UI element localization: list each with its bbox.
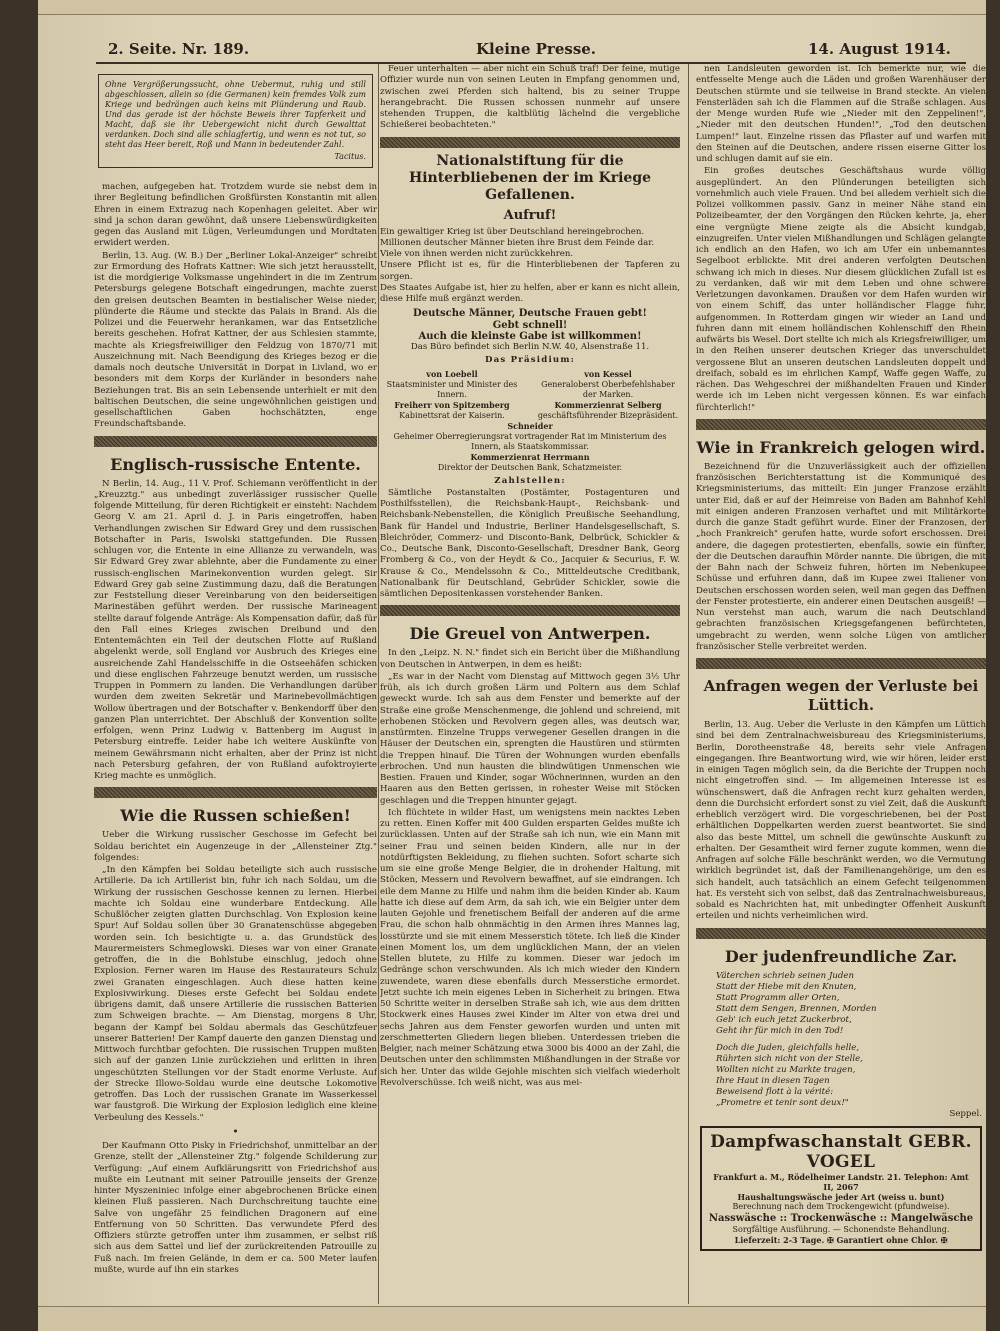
poem-line: Statt dem Sengen, Brennen, Morden <box>716 1003 877 1014</box>
officers-row <box>380 369 680 400</box>
paragraph: Der Kaufmann Otto Pisky in Friedrichshof, unmittelbar an der Grenze, stellt der „Allensteiner Ztg." folgende Schilderung zur Verfügung: „Auf einem Aufklärungsritt von Friedrichshof aus mußte ein Leutnant mit seiner Patrouille jenseits der Grenze hinter Myszeniniec infolge einer abgebrochenen Brücke einen kleinen Fluß passieren. Nach Durchschreitung tauchte eine Salve von ungefähr 25 feindlichen Dragonern auf eine Entfernung von 50 Schritten. Das verwundete Pferd des Offiziers stürzte getroffen unter ihm zusammen, er selbst riß sich aus dem Sattel und lief der zurückreitenden Patrouille zu Fuß nach. Im freien Gelände, in dem er ca. 500 Meter laufen mußte, wurde auf ihn ein starkes <box>94 1141 377 1275</box>
officer-title: Geheimer Oberregierungsrat vortragender Rat im Ministerium des Innern, als Staatskommissar. <box>393 431 667 451</box>
poem <box>696 971 986 1109</box>
officer-title: Generaloberst Oberbefehlshaber der Marken. <box>541 379 675 399</box>
star-separator: • <box>232 1126 239 1137</box>
section-divider <box>380 137 680 148</box>
officer-title: Staatsminister und Minister des Innern. <box>386 379 518 399</box>
poem-line: Beweisend flott à la vérité: <box>716 1086 834 1097</box>
poem-line: Statt der Hiebe mit den Knuten, <box>716 981 857 992</box>
paragraph: In den „Leipz. N. N." findet sich ein Bericht über die Mißhandlung von Deutschen in Antwerpen, in dem es heißt: <box>380 648 680 670</box>
newspaper-page <box>38 0 986 1331</box>
poem-line: Wollten nicht zu Markte tragen, <box>716 1064 856 1075</box>
advertisement-box <box>700 1126 982 1251</box>
officer-block <box>380 421 680 473</box>
column-2 <box>380 64 680 1300</box>
appeal-slogan: Auch die kleinste Gabe ist willkommen! <box>418 330 642 342</box>
ad-line: Frankfurt a. M., Rödelheimer Landstr. 21. Telephon: Amt II, 2067 <box>713 1171 969 1192</box>
ad-services: Nasswäsche :: Trockenwäsche :: Mangelwäsche <box>708 1212 974 1224</box>
headline-entente: Englisch-russische Entente. <box>110 454 361 474</box>
national-foundation-appeal <box>380 153 680 601</box>
poem-line: Väterchen schrieb seinen Juden <box>716 970 855 981</box>
scan-bottom-strip <box>38 1306 986 1331</box>
poem-line: Statt Programm aller Orten, <box>716 992 840 1003</box>
paragraph: Berlin, 13. Aug. (W. B.) Der „Berliner Lokal-Anzeiger" schreibt zur Ermordung des Hofrats Kattner: Wie sich jetzt herausstellt, ist die mordgierige Volksmasse ungehindert in die im Zentrum Petersburgs gelegene Botschaft eingedrungen, machte zuerst den greisen deutschen Beamten in bestialischer Weise nieder, plünderte die Räume und steckte das Palais in Brand. Als die Polizei und die Feuerwehr herankamen, war das Entsetzliche bereits geschehen. Hofrat Kattner, der aus Schlesien stammte, machte als Kriegsfreiwilliger den Feldzug von 1870/71 mit Auszeichnung mit. Nach Beendigung des Krieges bezog er die damals noch deutsche Universität in Dorpat in Livland, wo er besonders mit dem Korps der Kurländer in besonders nahe Beziehungen trat. Bis an sein Lebensende unterhielt er mit den baltischen Deutschen, die seine ungewöhnlichen geistigen und gesellschaftlichen Gaben hochschätzten, enge Freundschaftsbande. <box>94 250 377 430</box>
section-divider <box>696 928 986 939</box>
section-divider <box>94 436 377 447</box>
poem-author: Seppel. <box>949 1108 982 1119</box>
ad-line: Berechnung nach dem Trockengewicht (pfundweise). <box>732 1201 950 1211</box>
appeal-slogan: Gebt schnell! <box>492 319 568 331</box>
paragraph: „In den Kämpfen bei Soldau beteiligte sich auch russische Artillerie. Da ich Artillerist bin, fuhr ich nach Soldau, um die Wirkung der russischen Geschosse kennen zu lernen. Hierbei machte ich Soldau eine wunderbare Entdeckung. Alle Schußlöcher zeigten glatten Durchschlag. Von Explosion keine Spur! Auf Soldau sollen über 30 Granatenschüsse abgegeben worden sein. Ich besichtigte u. a. das Grundstück des Maurermeisters Schmeglowski. Dieses war von einer Granate getroffen, die in die Bohlstube einschlug, jedoch ohne Explosion. Ferner waren im Hause des Restaurateurs Schulz zwei Granaten eingeschlagen. Auch diese hatten keine Explosivwirkung. Dieses erste Gefecht bei Soldau endete übrigens damit, daß unsere Artillerie die russischen Batterien zum Schweigen brachte. — Am Dienstag, morgens 8 Uhr, begann der Kampf bei Soldau abermals das Geschützfeuer unserer Batterien! Der Kampf dauerte den ganzen Dienstag und Mittwoch furchtbar gefochten. Die russischen Truppen mußten sich auf der ganzen Linie zurückziehen und erlitten in ihren ungeschützten Stellungen vor der Stadt enorme Verluste. Auf der Strecke Illowo-Soldau wurde eine deutsche Lokomotive getroffen. Das Loch der russischen Granate im Wasserkessel war faustgroß. Die Wirkung der Explosion lediglich eine kleine Verbeulung des Kessels." <box>94 865 377 1123</box>
section-divider <box>94 787 377 798</box>
officer-name: Kommerzienrat Selberg <box>554 399 662 410</box>
column-3 <box>696 64 986 1300</box>
headline-luettich: Anfragen wegen der Verluste bei Lüttich. <box>703 677 979 714</box>
headline-frankreich: Wie in Frankreich gelogen wird. <box>696 437 986 457</box>
column-divider <box>378 64 379 1304</box>
aufruf-heading: Aufruf! <box>503 207 557 223</box>
ad-line: Lieferzeit: 2-3 Tage. ✠ Garantiert ohne Chlor. ✠ <box>734 1234 948 1245</box>
ad-line: Sorgfältige Ausführung. — Schonendste Behandlung. <box>732 1224 950 1234</box>
quote-text: Ohne Vergrößerungssucht, ohne Uebermut, ruhig und still abgeschlossen, allein so (die Germanen) kein fremdes Volk zum Kriege und bedrängen auch keins mit Plünderung und Raub. Und das gerade ist der höchste Beweis ihrer Tapferkeit und Macht, daß sie ihr Uebergewicht nicht durch Gewalttat verdanken. Doch sind alle schlagfertig, und wenn es not tut, so steht das Heer bereit, Roß und Mann in bedeutender Zahl. <box>105 80 366 149</box>
officer-name: Kommerzienrat Herrmann <box>470 451 590 462</box>
appeal-line: Millionen deutscher Männer bieten ihre Brust dem Feinde dar. <box>380 237 655 248</box>
date-header: 14. August 1914. <box>808 40 951 58</box>
section-divider <box>696 658 986 669</box>
headline-russen: Wie die Russen schießen! <box>120 806 351 826</box>
praesidium-heading: Das Präsidium: <box>484 355 576 366</box>
paragraph: „Es war in der Nacht vom Dienstag auf Mittwoch gegen 3½ Uhr früh, als ich durch großen Lärm und Poltern aus dem Schlaf geweckt wurde. Ich sah aus dem Fenster und bemerkte auf der Straße eine große Menschenmenge, die johlend und schreiend, mit erhobenen Stöcken und Revolvern gegen alles, was deutsch war, anstürmten. Einzelne Trupps verwegener Gesellen drangen in die Häuser der Deutschen ein, sprengten die Haustüren und stürmten die Treppen hinauf. Die Türen der Wohnungen wurden ebenfalls erbrochen. Und nun hausten die blindwütigen Unmenschen wie Bestien. Frauen und Kinder, sogar Wöchnerinnen, wurden an den Haaren aus den Betten gerissen, in rohester Weise mit Stöcken geschlagen und die Treppen hinunter gejagt. <box>380 671 680 806</box>
poem-line: Rührten sich nicht von der Stelle, <box>716 1053 863 1064</box>
officers-row <box>380 400 680 421</box>
officer-name: von Loebell <box>426 368 478 379</box>
poem-line: Geht ihr für mich in den Tod! <box>716 1025 844 1036</box>
paragraph: nen Landsleuten geworden ist. Ich bemerkte nur, wie die entfesselte Menge auch die Läden und großen Warenhäuser der Deutschen stürmte und sie teilweise in Brand steckte. An vielen Fensterläden sah ich die Flammen auf die Straße schlagen. Aus der Menge wurden Rufe wie „Nieder mit den Zeppelinen!", „Nieder mit den deutschen Hunden!", „Tod den deutschen Lumpen!" laut. Einzelne rissen das Pflaster auf und warfen mit den Steinen auf die Deutschen, andere rissen eiserne Gitter los und schlugen damit auf sie ein. <box>696 64 986 164</box>
poem-line: Geb' ich euch jetzt Zuckerbrot, <box>716 1014 852 1025</box>
column-1 <box>94 64 377 1300</box>
zahlstellen-heading: Zahlstellen: <box>494 475 566 486</box>
section-divider <box>696 419 986 430</box>
appeal-slogan: Deutsche Männer, Deutsche Frauen gebt! <box>413 308 647 320</box>
poem-line: „Prometre et tenir sont deux!" <box>716 1097 849 1108</box>
headline-antwerpen: Die Greuel von Antwerpen. <box>409 624 651 644</box>
column-divider <box>688 64 689 1304</box>
ad-line: Haushaltungswäsche jeder Art (weiss u. bunt) <box>737 1191 945 1202</box>
scan-top-strip <box>38 0 986 15</box>
ad-firm-name: Dampfwaschanstalt GEBR. VOGEL <box>710 1131 972 1172</box>
foundation-title: Nationalstiftung für die Hinterbliebenen der im Kriege Gefallenen. <box>408 152 652 203</box>
officer-name: von Kessel <box>584 368 632 379</box>
appeal-line: Ein gewaltiger Krieg ist über Deutschland hereingebrochen. <box>380 226 645 237</box>
tacitus-quote-box <box>98 74 373 168</box>
section-divider <box>380 605 680 616</box>
appeal-line: Viele von ihnen werden nicht zurückkehren. <box>380 249 574 259</box>
paragraph: Ein großes deutsches Geschäftshaus wurde völlig ausgeplündert. An den Plünderungen beteiligten sich vornehmlich auch viele Frauen. Und bei alledem verhielt sich die Polizei vollkommen passiv. Ganz in meiner Nähe stand ein Polizeibeamter, der den Vorgängen den Rücken kehrte, ja, eher eine vergnügte Miene zeigte als die Absicht kundgab, einzugreifen. Unter vielen Mißhandlungen und Schlägen gelangte ich endlich an den Hafen, wo ich am Ufer ein unbemanntes Segelboot erblickte. Mit drei anderen verfolgten Deutschen schwang ich mich in dieses. Nur diesem glücklichen Zufall ist es zu verdanken, daß wir mit dem Leben und ohne schwere Verletzungen davonkamen. Draußen vor dem Hafen wurden wir von einem Schiff, das unter holländischer Flagge fuhr, aufgenommen. In Rotterdam gingen wir wieder an Land und fuhren dann mit einem holländischen Kohlenschiff den Rhein aufwärts bis Wesel. Dort stellte ich mich als Kriegsfreiwilliger, um in den Reihen unserer deutschen Krieger das unverschuldet vergossene Blut an unseren deutschen Landsleuten doppelt und dreifach, sobald es im ehrlichen Kampf, Waffe gegen Waffe, zu rächen. Das Wehgeschrei der mißhandelten Frauen und Kinder werde ich im Leben nicht vergessen können. Es war einfach fürchterlich!" <box>696 166 986 413</box>
paragraph: machen, aufgegeben hat. Trotzdem wurde sie nebst dem in ihrer Begleitung befindlichen Großfürsten Konstantin mit allen Ehren in einem Extrazug nach Kopenhagen geleitet. Aber wir sind ja schon daran gewöhnt, daß unsere Liebenswürdigkeiten gegen das Ausland mit Lügen, Verleumdungen und Mordtaten erwidert werden. <box>94 182 377 249</box>
officer-title: Direktor der Deutschen Bank, Schatzmeister. <box>437 462 623 472</box>
officer-title: geschäftsführender Bizepräsident. <box>537 410 679 420</box>
poem-line: Doch die Juden, gleichfalls helle, <box>716 1042 860 1053</box>
paragraph: Berlin, 13. Aug. Ueber die Verluste in den Kämpfen um Lüttich sind bei dem Zentralnachweisbureau des Kriegsministeriums, Berlin, Dorotheenstraße 48, bereits sehr viele Anfragen eingegangen. Ihre Beantwortung wird, wie wir hören, leider erst in einigen Tagen möglich sein, da die Berichte der Truppen noch nicht eingetroffen sind. — Im allgemeinen Interesse ist es wünschenswert, daß die Anfragen recht kurz gehalten werden, denn die Durchsicht erfordert sonst zu viel Zeit, daß die Auskunft erheblich verzögert wird. Die vorgeschriebenen, bei der Post erhältlichen Doppelkarten werden zuerst beantwortet. Sie sind also das beste Mittel, um schnell die gewünschte Auskunft zu erhalten. Der Gesamtheit wird ferner zugute kommen, wenn die Anfragen auf solche Fälle beschränkt werden, wo die Vermutung wirklich begründet ist, daß der Familienangehörige, um den es sich handelt, auch tatsächlich an einem Gefecht teilgenommen hat. Es versteht sich von selbst, daß das Zentralnachweisbureaus, sobald es Nachrichten hat, mit unbedingter Offenheit Auskunft erteilen und nichts verheimlichen wird. <box>696 720 986 922</box>
officer-title: Kabinettsrat der Kaiserin. <box>399 410 505 420</box>
quote-source: Tacitus. <box>334 152 366 161</box>
paragraph: N Berlin, 14. Aug., 11 V. Prof. Schiemann veröffentlicht in der „Kreuzztg." aus unbedingt zuverlässiger russischer Quelle folgende Mitteilung, für deren Richtigkeit er einsteht: Nachdem Georg V. am 21. April d. J. in Paris eingetroffen, haben Verhandlungen zwischen Sir Edward Grey und dem russischen Botschafter in Paris, Iswolski stattgefunden. Die Russen schlugen vor, die Entente in eine Allianze zu verwandeln, was Sir Edward Grey zwar ablehnte, aber die Fundamente zu einer russisch-englischen Marinekonvention wurden gelegt. Sir Edward Grey gab seine Zustimmung dazu, daß die Beratungen zur Feststellung dieser Vereinbarung von den beiderseitigen Marinestäben geführt werden. Der russische Marineagent stellte darauf folgende Anträge: Als Kompensation dafür, daß für den Fall eines Krieges zwischen Dreibund und den Ententemächten ein Teil der deutschen Flotte auf Rußland abgelenkt werde, soll England vor Ausbruch des Krieges eine ausreichende Zahl Handelsschiffe in die Ostseehäfen schicken und diese englischen Fahrzeuge benutzt werden, um russische Truppen in Pommern zu landen. Die Verhandlungen darüber wurden dem zweiten Sekretär und Marinebevollmächtigen Wollow übertragen und der Botschafter v. Benkendorff über den ganzen Plan unterrichtet. Der Abschluß der Konvention sollte erfolgen, wenn Prinz Ludwig v. Battenberg im August in Petersburg eintreffe. Leider habe ich weitere Auskünfte von meinem Gewährsmann nicht erhalten, aber der Prinz ist nicht nach Petersburg gefahren, der von Rußland aufoktroyierte Krieg machte es unmöglich. <box>94 478 377 781</box>
office-address: Das Büro befindet sich Berlin N.W. 40, Alsenstraße 11. <box>410 342 650 352</box>
headline-zar: Der judenfreundliche Zar. <box>724 946 958 966</box>
appeal-line: Unsere Pflicht ist es, für die Hinterbliebenen der Tapferen zu sorgen. <box>380 260 680 282</box>
appeal-line: Des Staates Aufgabe ist, hier zu helfen, aber er kann es nicht allein, diese Hilfe muß ergänzt werden. <box>380 282 680 304</box>
poem-line: Ihre Haut in diesen Tagen <box>716 1075 830 1086</box>
officer-name: Schneider <box>507 420 553 431</box>
paragraph: Sämtliche Postanstalten (Postämter, Postagenturen und Posthilfsstellen), die Reichsbank-Haupt-, Reichsbank- und Reichsbank-Nebenstellen, die Königlich Preußische Seehandlung, Bank für Handel und Industrie, Berliner Handelsgesellschaft, S. Bleichröder, Commerz- und Disconto-Bank, Delbrück, Schickler & Co., Deutsche Bank, Disconto-Gesellschaft, Dresdner Bank, Georg Fromberg & Co., von der Heydt & Co., Jacquier & Securius, F. W. Krause & Co., Mendelssohn & Co., Mitteldeutsche Creditbank, Nationalbank für Deutschland, Gebrüder Schickler, sowie die sämtlichen Depositenkassen vorstehender Banken. <box>380 487 680 599</box>
paragraph: Feuer unterhalten — aber nicht ein Schuß traf! Der feine, mutige Offizier wurde nun von seinen Leuten in Empfang genommen und, zwischen zwei Pferden sich haltend, bis zu seiner Truppe herangebracht. Die Russen schossen nunmehr auf unsere stehenden Truppen, die kaltblütig lächelnd die vergebliche Schießerei beobachteten." <box>380 64 680 131</box>
paragraph: Ueber die Wirkung russischer Geschosse im Gefecht bei Soldau berichtet ein Augenzeuge in der „Allensteiner Ztg." folgendes: <box>94 830 377 863</box>
page-number-header: 2. Seite. Nr. 189. <box>108 40 250 58</box>
masthead-title: Kleine Presse. <box>476 40 597 58</box>
paragraph: Bezeichnend für die Unzuverlässigkeit auch der offiziellen französischen Berichterstattung ist die Kommuniqué des Kriegsministeriums, das mitteilt: Ein junger Franzose erzählt unter Eid, daß er auf der Heimreise von Baden am Bahnhof Kehl mit einigen anderen Franzosen verhaftet und mit Militärkorte durch die ganze Stadt geführt wurde. Einer der Franzosen, der „hoch Frankreich" gerufen hatte, wurde sofort erschossen. Drei andere, die dagegen protestierten, ebenfalls, sowie ein fünfter, der die Deutschen daraufhin Mörder nannte. Die übrigen, die mit der Bahn nach der Schweiz fuhren, hörten im Nebenkupee Schüsse und erfuhren dann, daß im Kupee zwei Italiener von Deutschen erschossen worden seien, weil man gegen das Deffnen der Fenster protestierte, ein anderer einen Deutschen ausgeiß! — Nun verstehst man auch, warum die nach Deutschland gebrachten französischen Kriegsgefangenen befürchteten, umgebracht zu werden, wenn solche Lügen von amtlicher französischer Stelle verbreitet werden. <box>696 461 986 652</box>
paragraph: Ich flüchtete in wilder Hast, um wenigstens mein nacktes Leben zu retten. Einen Koffer mit 400 Gulden ersparten Geldes mußte ich zurücklassen. Unten auf der Straße sah ich nun, wie ein Mann mit seiner Frau und seinen beiden Kindern, alle nur in der notdürftigsten Bekleidung, zu fliehen suchten. Sofort scharte sich um sie eine große Menge Belgier, die in drohender Haltung, mit Stöcken, Messern und Revolvern bewaffnet, auf sie eindrangen. Ich eile dem Manne zu Hilfe und nahm ihm die beiden Kinder ab. Kaum hatte ich diese auf dem Arm, da sah ich, wie ein Belgier unter dem lauten Gejohle und frenetischem Beifall der anderen auf die arme Frau, die schon halb ohnmächtig in den Armen ihres Mannes lag, losstürzte und sie mit einem Messerstich tötete. Ich ließ die Kinder einen Moment los, um dem unglücklichen Mann, der an vielen Stellen blutete, zu Hilfe zu kommen. Dieser war jedoch im Gedränge schon verschwunden. Als ich mich wieder den Kindern zuwendete, waren diese ebenfalls durch Messerstiche ermordet. Jetzt suchte ich mein eigenes Leben in Sicherheit zu bringen. Etwa 50 Schritte weiter in derselben Straße sah ich, wie aus dem dritten Stockwerk eines Hauses zwei Kinder im Alter von etwa drei und sechs Jahren aus dem Fenster geworfen wurden und unten mit zerschmetterten Gliedern liegen blieben. Unterdessen trieben die Belgier, nach meiner Schätzung etwa 3000 bis 4000 an der Zahl, die Deutschen unter den schlimmsten Mißhandlungen in der Straße vor sich her. Unter das wilde Gejohle mischten sich vielfach wiederholt Revolverschüsse. Ich weiß nicht, was aus mei- <box>380 807 680 1088</box>
officer-name: Freiherr von Spitzemberg <box>394 399 510 410</box>
